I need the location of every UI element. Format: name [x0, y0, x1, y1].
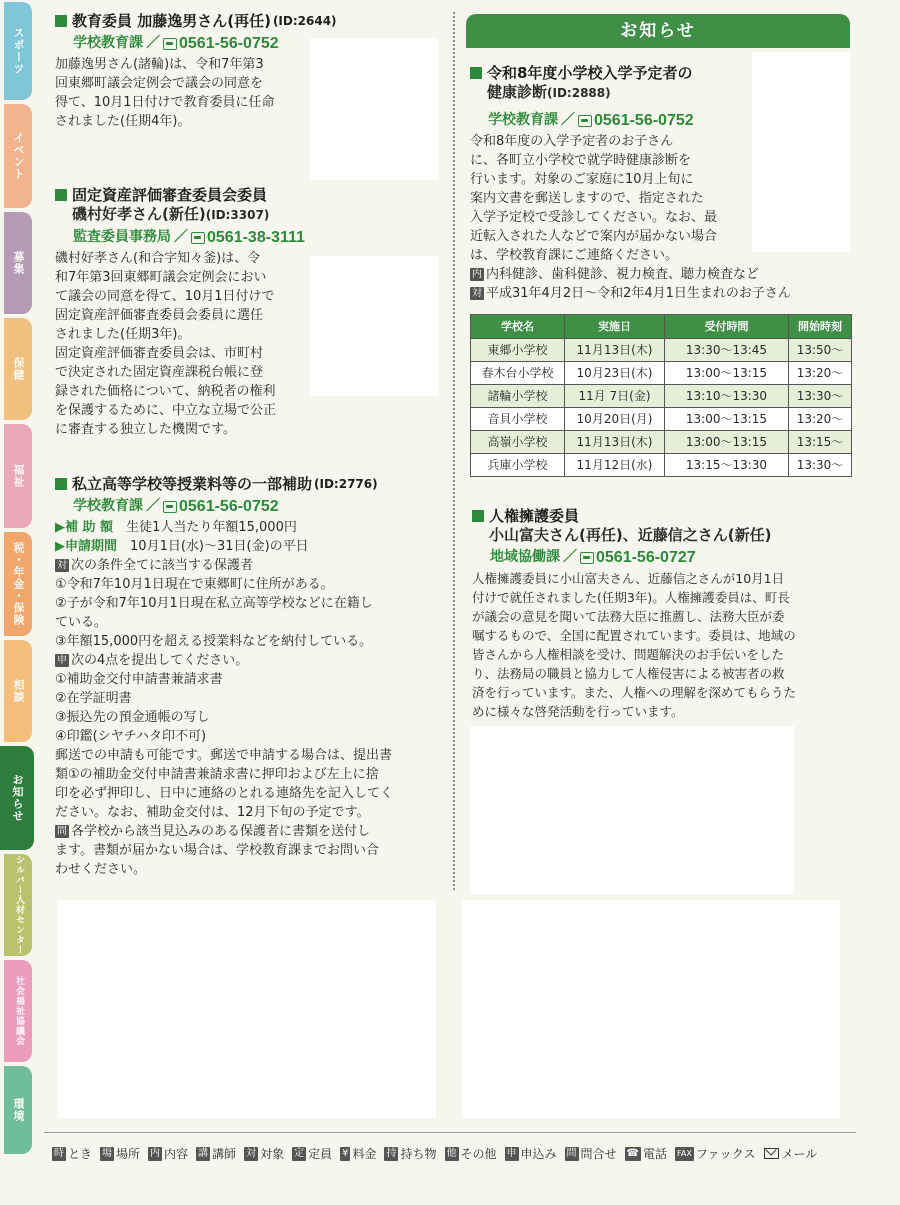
section-health-check — [470, 64, 850, 477]
phone-number[interactable]: 0561-56-0752 — [179, 498, 279, 515]
tab-events[interactable]: イベント — [4, 104, 32, 208]
contact-line: 監査委員事務局 ／ 0561-38-3111 — [73, 229, 305, 246]
contact-line: 学校教育課 ／ 0561-56-0752 — [73, 498, 279, 515]
legend-item: 場 場所 — [102, 1147, 141, 1161]
phone-number[interactable]: 0561-56-0727 — [596, 549, 696, 566]
bullet-square-icon — [55, 189, 67, 201]
bullet-square-icon — [55, 15, 67, 27]
legend-item: 持 持ち物 — [386, 1147, 437, 1161]
phone-icon — [578, 115, 592, 127]
bullet-square-icon — [472, 510, 484, 522]
legend-item: 申 申込み — [506, 1147, 557, 1161]
section-tabs — [0, 0, 34, 1205]
mail-icon — [764, 1148, 779, 1159]
tab-health[interactable]: 保健 — [4, 318, 32, 420]
section-tuition-subsidy — [55, 475, 450, 879]
legend-item: FAX ファックス — [677, 1147, 756, 1161]
section-title: 令和8年度小学校入学予定者の — [470, 64, 850, 83]
legend-item: 問 問合せ — [566, 1147, 617, 1161]
tab-social-welfare[interactable]: 社会福祉協議会 — [4, 960, 32, 1062]
section-title: 私立高等学校等授業料等の一部補助 (ID:2776) — [55, 475, 450, 494]
notice-header: お知らせ — [466, 14, 850, 48]
phone-number[interactable]: 0561-56-0752 — [179, 35, 279, 52]
period-row: ▶申請期間 10月1日(水)～31日(金)の平日 — [55, 539, 309, 554]
body-text: 令和8年度の入学予定者のお子さん に、各町立小学校で就学時健康診断を 行います。対象のご家庭に10月上旬に 案内文書を郵送しますので、指定された 入学予定校で受診してください。なお、最 近転入された人などで案内が届かない場合 は、学校教育課にご連絡ください。 内 内科健診、歯科健診、視力検査、聴力検査など 対 平成31年4月2日～令和2年4月1日生まれのお子さん — [470, 134, 791, 301]
section-subtitle: 小山富夫さん(再任)、近藤信之さん(新任) — [489, 526, 772, 544]
phone-icon — [580, 552, 594, 564]
tab-consult[interactable]: 相談 — [4, 640, 32, 742]
blank-box — [462, 900, 840, 1118]
icon-legend — [52, 1145, 817, 1162]
schedule-table — [470, 314, 852, 477]
contact-line: 学校教育課 ／ 0561-56-0752 — [73, 35, 279, 52]
legend-item: 内 内容 — [150, 1147, 189, 1161]
legend-item: メール — [764, 1145, 818, 1162]
column-divider — [453, 12, 455, 890]
table-row: 高嶺小学校 11月13日(木) 13:00～13:15 13:15～ — [471, 431, 852, 454]
legend-item: 講 講師 — [198, 1147, 237, 1161]
body-text: ▶補 助 額 生徒1人当たり年額15,000円 ▶申請期間 10月1日(水)～31日(金)の平日 対 次の条件全てに該当する保護者 ①令和7年10月1日現在で東郷町に住所がある。 ②子が令和7年10月1日現在私立高等学校などに在籍し ている。 ③年額15,000円を超える授業料などを納付している。 申 次の4点を提出してください。 ①補助金交付申請書兼請求書 ②在学証明書 ③振込先の預金通帳の写し ④印鑑(シヤチハタ印不可) 郵送での申請も可能です。郵送で申請する場合は、提出書 類①の補助金交付申請書兼請求書に押印および左上に捨 印を必ず押印し、日中に連絡のとれる連絡先を記入してく ださい。なお、補助金交付は、12月下旬の予定です。 問 各学校から該当見込みのある保護者に書類を送付し ます。書類が届かない場合は、学校教育課までお問い合 わせください。 — [55, 518, 450, 879]
table-row: 音貝小学校 10月20日(月) 13:00～13:15 13:20～ — [471, 408, 852, 431]
blank-box — [58, 900, 436, 1118]
section-human-rights — [472, 507, 857, 721]
body-text: 加藤逸男さん(諸輪)は、令和7年第3 回東郷町議会定例会で議会の同意を 得て、10月1日付けで教育委員に任命 されました(任期4年)。 — [55, 57, 275, 129]
tab-welfare[interactable]: 福祉 — [4, 424, 32, 528]
legend-item: 他 その他 — [446, 1147, 497, 1161]
section-subtitle: 磯村好孝さん(新任)(ID:3307) — [72, 205, 270, 223]
table-row: 春木台小学校 10月23日(木) 13:00～13:15 13:20～ — [471, 362, 852, 385]
bullet-square-icon — [55, 478, 67, 490]
table-header-row: 学校名 実施日 受付時間 開始時刻 — [471, 315, 852, 339]
section-title: 教育委員 加藤逸男さん(再任) (ID:2644) — [55, 12, 445, 31]
section-title: 人権擁護委員 — [472, 507, 857, 526]
body-text: 磯村好孝さん(和合字知々釜)は、令 和7年第3回東郷町議会定例会におい て議会の同意を得て、10月1日付けで 固定資産評価審査委員会委員に選任 されました(任期3年)。 固定資産評価審査委員会は、市町村 で決定された固定資産課税台帳に登 録された価格について、納税者の権利 を保護するために、中立な立場で公正 に審査する独立した機関です。 — [55, 251, 277, 437]
blank-box — [470, 726, 794, 894]
legend-item: 時 とき — [54, 1147, 93, 1161]
notice-column — [466, 14, 850, 48]
tab-sports[interactable]: スポーツ — [4, 2, 32, 100]
bullet-square-icon — [470, 67, 482, 79]
phone-icon — [191, 232, 205, 244]
legend-item: 対 対象 — [246, 1147, 285, 1161]
legend-item: 定 定員 — [294, 1147, 333, 1161]
table-row: 兵庫小学校 11月12日(水) 13:15～13:30 13:30～ — [471, 454, 852, 477]
phone-number[interactable]: 0561-38-3111 — [207, 229, 305, 246]
section-property-review — [55, 186, 445, 439]
body-text: 人権擁護委員に小山富夫さん、近藤信之さんが10月1日 付けで就任されました(任期3年)。人権擁護委員は、町長 が議会の意見を聞いて法務大臣に推薦し、法務大臣が委 嘱するもので、全国に配置されています。委員は、地域の 皆さんから人権相談を受け、問題解決のお手伝いをした り、法務局の職員と協力して人権侵害による被害者の救 済を行っています。また、人権への理解を深めてもらうた めに様々な啓発活動を行っています。 — [472, 571, 797, 719]
tab-environment[interactable]: 環境 — [4, 1066, 32, 1154]
section-title: 固定資産評価審査委員会委員 — [55, 186, 445, 205]
footer-divider — [44, 1132, 856, 1133]
tab-recruit[interactable]: 募集 — [4, 212, 32, 314]
tab-tax-pension[interactable]: 税・年金・保険 — [4, 532, 32, 636]
contact-line: 地域協働課 ／ 0561-56-0727 — [490, 549, 696, 566]
legend-item: ¥ 料金 — [342, 1147, 377, 1161]
section-subtitle: 健康診断(ID:2888) — [487, 83, 611, 101]
phone-number[interactable]: 0561-56-0752 — [594, 112, 694, 129]
phone-icon — [163, 38, 177, 50]
phone-icon — [163, 501, 177, 513]
tab-notice[interactable]: お知らせ — [0, 746, 34, 850]
table-row: 東郷小学校 11月13日(木) 13:30～13:45 13:50～ — [471, 339, 852, 362]
amount-row: ▶補 助 額 生徒1人当たり年額15,000円 — [55, 520, 297, 535]
contact-line: 学校教育課 ／ 0561-56-0752 — [488, 112, 694, 129]
section-education-board — [55, 12, 445, 131]
table-row: 諸輪小学校 11月 7日(金) 13:10～13:30 13:30～ — [471, 385, 852, 408]
tab-silver[interactable]: シルバー人材センター — [4, 854, 32, 956]
legend-item: ☎ 電話 — [626, 1147, 668, 1161]
